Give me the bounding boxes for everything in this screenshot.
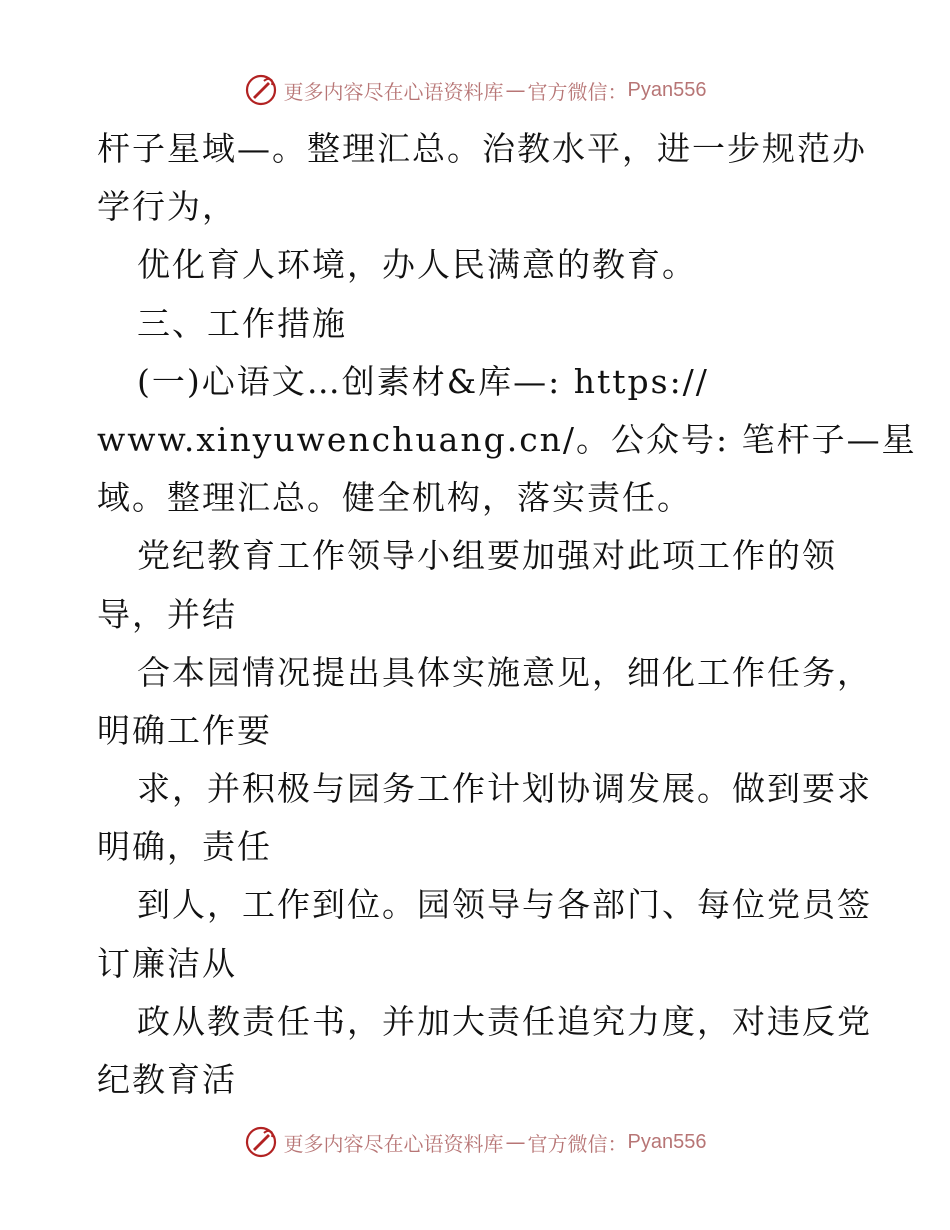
watermark-wechat-text: 官方微信：	[527, 1131, 628, 1156]
quill-logo-icon	[244, 1125, 278, 1159]
text-line: 政从教责任书，并加大责任追究力度，对违反党	[137, 1001, 872, 1041]
text-line: 明确工作要	[97, 710, 272, 750]
text-line: 优化育人环境，办人民满意的教育。	[137, 245, 697, 285]
text-line: 学行为，	[97, 187, 237, 227]
subsection-heading: (一)心语文…创素材&库—: https://	[137, 361, 709, 401]
watermark-separator: —	[505, 78, 526, 102]
document-body	[97, 120, 917, 1109]
watermark-separator: —	[505, 1130, 526, 1154]
text-line: 明确，责任	[97, 827, 272, 867]
text-line: www.xinyuwenchuang.cn/。公众号: 笔杆子—星	[97, 419, 917, 459]
text-line: 党纪教育工作领导小组要加强对此项工作的领	[137, 536, 837, 576]
watermark-site-text: 更多内容尽在心语资料库	[283, 79, 504, 104]
quill-logo-icon	[244, 73, 278, 107]
section-heading: 三、工作措施	[137, 303, 347, 343]
watermark-site-text: 更多内容尽在心语资料库	[283, 1131, 504, 1156]
watermark-wechat-id: Pyan556	[627, 78, 707, 101]
text-line: 域。整理汇总。健全机构，落实责任。	[97, 478, 692, 518]
text-line: 订廉洁从	[97, 943, 237, 983]
watermark-wechat-id: Pyan556	[627, 1130, 707, 1153]
text-line: 到人，工作到位。园领导与各部门、每位党员签	[137, 885, 872, 925]
header-watermark	[0, 70, 950, 110]
watermark-wechat-text: 官方微信：	[527, 79, 628, 104]
text-line: 求，并积极与园务工作计划协调发展。做到要求	[137, 769, 872, 809]
text-line: 纪教育活	[97, 1060, 237, 1099]
footer-watermark	[0, 1122, 950, 1162]
text-line: 合本园情况提出具体实施意见，细化工作任务，	[137, 652, 872, 692]
text-line: 杆子星域—。整理汇总。治教水平，进一步规范办	[97, 129, 867, 168]
text-line: 导，并结	[97, 594, 237, 634]
